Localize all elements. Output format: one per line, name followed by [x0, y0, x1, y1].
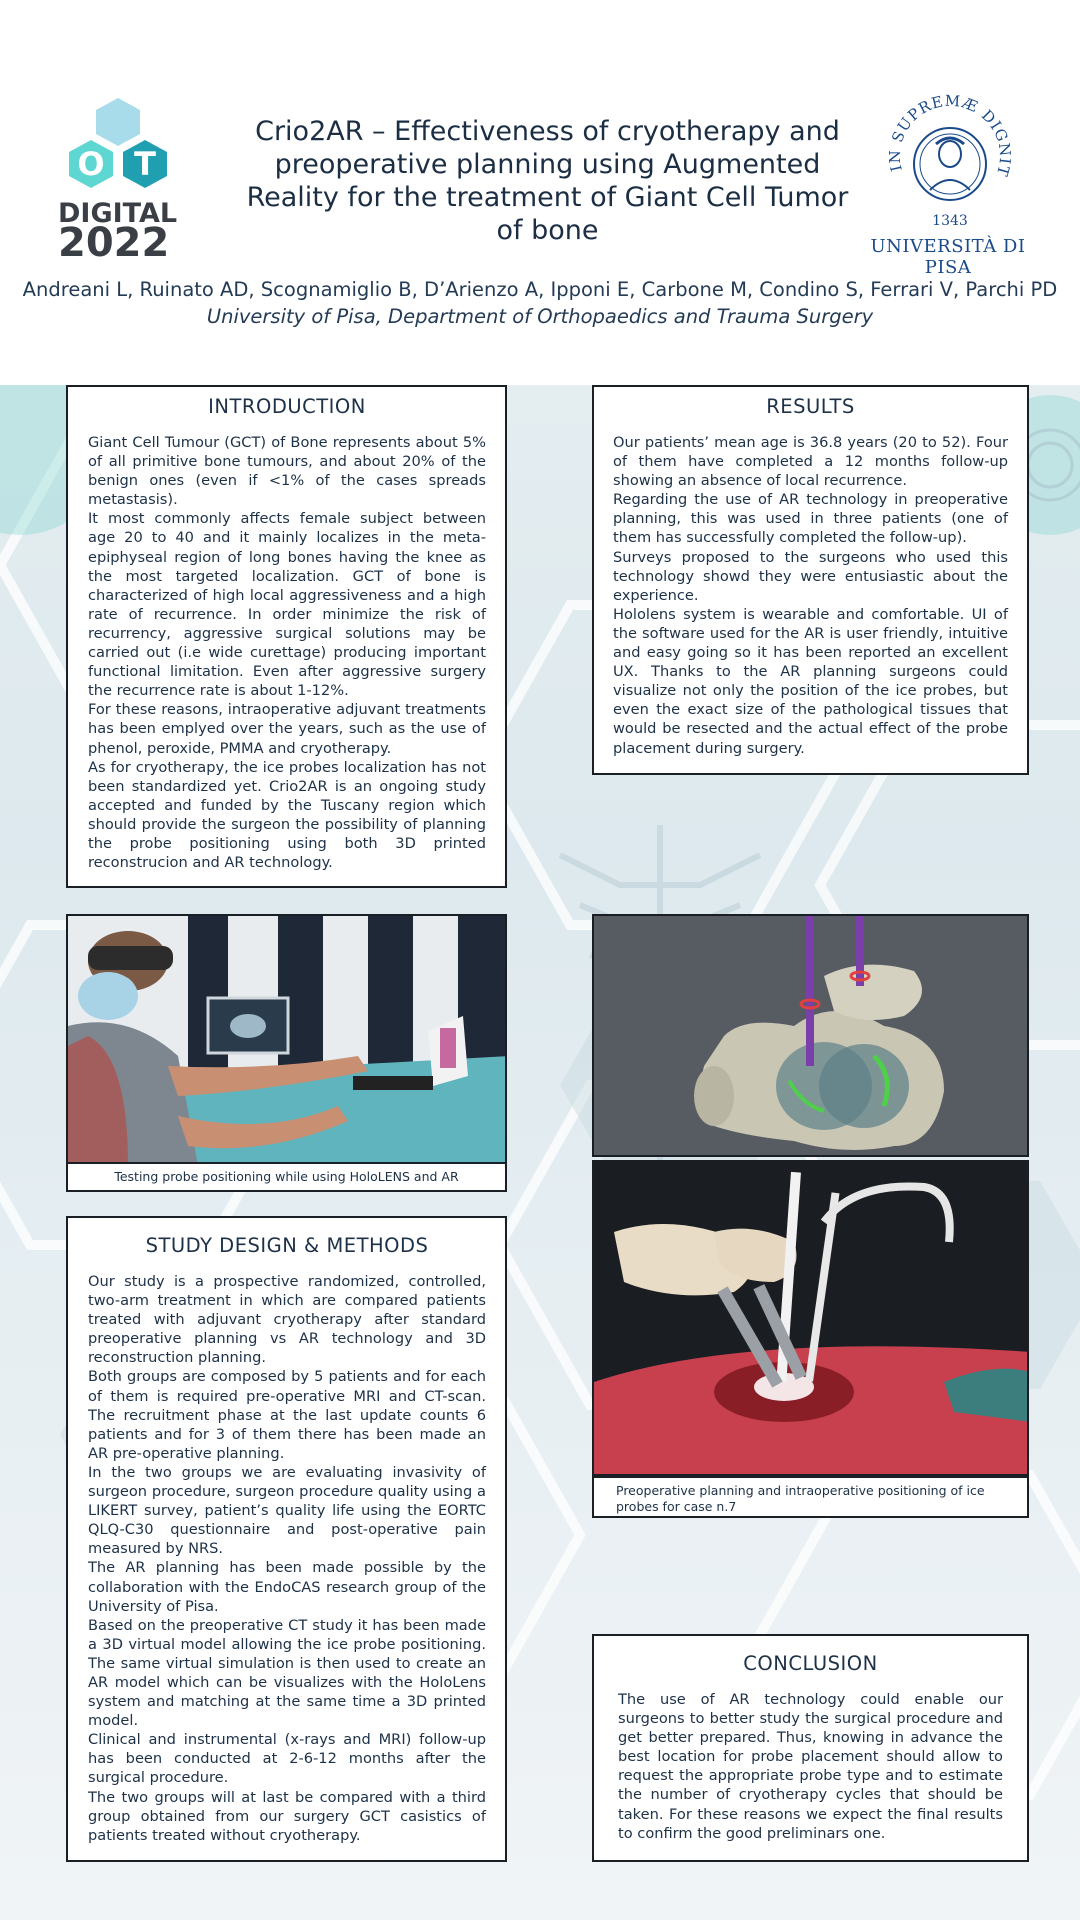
conclusion-section	[592, 1634, 1029, 1862]
affiliation: University of Pisa, Department of Orthopaedics and Trauma Surgery	[206, 305, 874, 328]
methods-paragraph-1: Our study is a prospective randomized, controlled, two-arm treatment in which are compared patients treated with adjuvant cryotherapy after standard preoperative planning vs AR technology and 3D reconstruction planning.	[88, 1273, 486, 1367]
introduction-section	[66, 385, 507, 888]
intro-paragraph-4: As for cryotherapy, the ice probes localization has not been standardized yet. Crio2AR is an ongoing study accepted and funded by the Tuscany region which should provide the surgeon the possibility of planning the probe positioning using both 3D printed reconstrucion and AR technology.	[88, 758, 486, 872]
methods-paragraph-3: In the two groups we are evaluating invasivity of surgeon procedure, surgeon procedure quality using a LIKERT survey, patient’s quality life using the EORTC QLQ-C30 questionnaire and post-operative pain measured by NRS.	[88, 1463, 486, 1558]
introduction-heading: INTRODUCTION	[208, 395, 366, 418]
methods-paragraph-6: Clinical and instrumental (x-rays and MRI) follow-up has been conducted at 2-6-12 months after the surgical procedure.	[88, 1731, 486, 1787]
left-figure-caption: Testing probe positioning while using HoloLENS and AR	[66, 1162, 507, 1192]
university-name: UNIVERSITÀ DI PISA	[870, 236, 1026, 278]
logo-digital-text: DIGITAL	[58, 198, 178, 229]
methods-paragraph-2: Both groups are composed by 5 patients and for each of them is required pre-operative MRI and CT-scan. The recruitment phase at the last update counts 6 patients and for 3 of them there has been made an AR pre-operative planning.	[88, 1368, 486, 1462]
svg-text:IN SUPREMÆ DIGNITATIS	[880, 92, 1014, 178]
university-seal-icon	[880, 92, 1020, 232]
conclusion-paragraph-1: The use of AR technology could enable our surgeons to better study the surgical procedure and get better prepared. Thus, knowing in advance the best location for probe placement should allow to request the appropriate probe type and to estimate the number of cryotherapy cycles that should be taken. For these reasons we expect the final results to confirm the good preliminars one.	[618, 1691, 1003, 1842]
hololens-testing-photo	[66, 914, 507, 1164]
poster-header	[0, 0, 1080, 385]
methods-paragraph-7: The two groups will at last be compared with a third group obtained from our surgery GCT casistics of patients treated without cryotherapy.	[88, 1788, 486, 1844]
results-heading: RESULTS	[766, 395, 855, 418]
results-paragraph-1: Our patients’ mean age is 36.8 years (20 to 52). Four of them have completed a 12 months follow-up showing an absence of local recurrence.	[613, 434, 1008, 490]
logo-letter-o: O	[77, 145, 105, 183]
results-section	[592, 385, 1029, 775]
conclusion-heading: CONCLUSION	[743, 1652, 878, 1675]
results-paragraph-4: Hololens system is wearable and comfortable. UI of the software used for the AR is user friendly, intuitive and easy going so it has been reported an excellent UX. Thanks to the AR planning surgeons could visualize not only the position of the ice probes, but even the exact size of the pathological tissues that would be resected and the actual effect of the probe placement during surgery.	[613, 605, 1008, 757]
logo-letter-t: T	[134, 145, 156, 183]
author-list: Andreani L, Ruinato AD, Scognamiglio B, D’Arienzo A, Ipponi E, Carbone M, Condino S, Ferrari V, Parchi PD	[22, 278, 1058, 301]
intro-paragraph-2: It most commonly affects female subject between age 20 to 40 and it mainly localizes in the meta-epiphyseal region of long bones having the knee as the most targeted localization. GCT of bone is characterized of high local aggressiveness and a high rate of recurrence. In order minimize the risk of recurrency, aggressive surgical solutions may be carried out (i.e wide curettage) producing important functional limitation. Even after aggressive surgery the recurrence rate is about 1-12%.	[88, 510, 486, 700]
results-paragraph-3: Surveys proposed to the surgeons who used this technology showd they were entusiastic about the experience.	[613, 548, 1008, 604]
seal-motto: IN SUPREMÆ DIGNIT	[885, 92, 1015, 179]
intro-paragraph-1: Giant Cell Tumour (GCT) of Bone represents about 5% of all primitive bone tumours, and about 20% of the benign ones (even if <1% of the cases spreads metastasis).	[88, 434, 486, 509]
seal-year: 1343	[932, 213, 968, 229]
methods-paragraph-5: Based on the preoperative CT study it has been made a 3D virtual model allowing the ice probe positioning. The same virtual simulation is then used to create an AR model which can be visualizes with the HoloLens system and matching at the same time a 3D printed model.	[88, 1616, 486, 1730]
poster-title: Crio2AR – Effectiveness of cryotherapy and preoperative planning using Augmented Reality for the treatment of Giant Cell Tumor of bone	[246, 116, 849, 246]
results-paragraph-2: Regarding the use of AR technology in preoperative planning, this was used in three patients (one of them has successfully completed the follow-up).	[613, 491, 1008, 547]
intraoperative-photo	[592, 1160, 1029, 1476]
methods-section	[66, 1216, 507, 1862]
3d-model-render	[592, 914, 1029, 1157]
methods-paragraph-4: The AR planning has been made possible by the collaboration with the EndoCAS research group of the University of Pisa.	[88, 1559, 486, 1615]
intro-paragraph-3: For these reasons, intraoperative adjuvant treatments has been emplyed over the years, such as the use of phenol, peroxide, PMMA and cryotherapy.	[88, 701, 486, 757]
right-figure-caption: Preoperative planning and intraoperative positioning of ice probes for case n.7	[592, 1476, 1029, 1518]
logo-year-text: 2022	[58, 220, 170, 266]
methods-heading: STUDY DESIGN & METHODS	[145, 1234, 429, 1257]
